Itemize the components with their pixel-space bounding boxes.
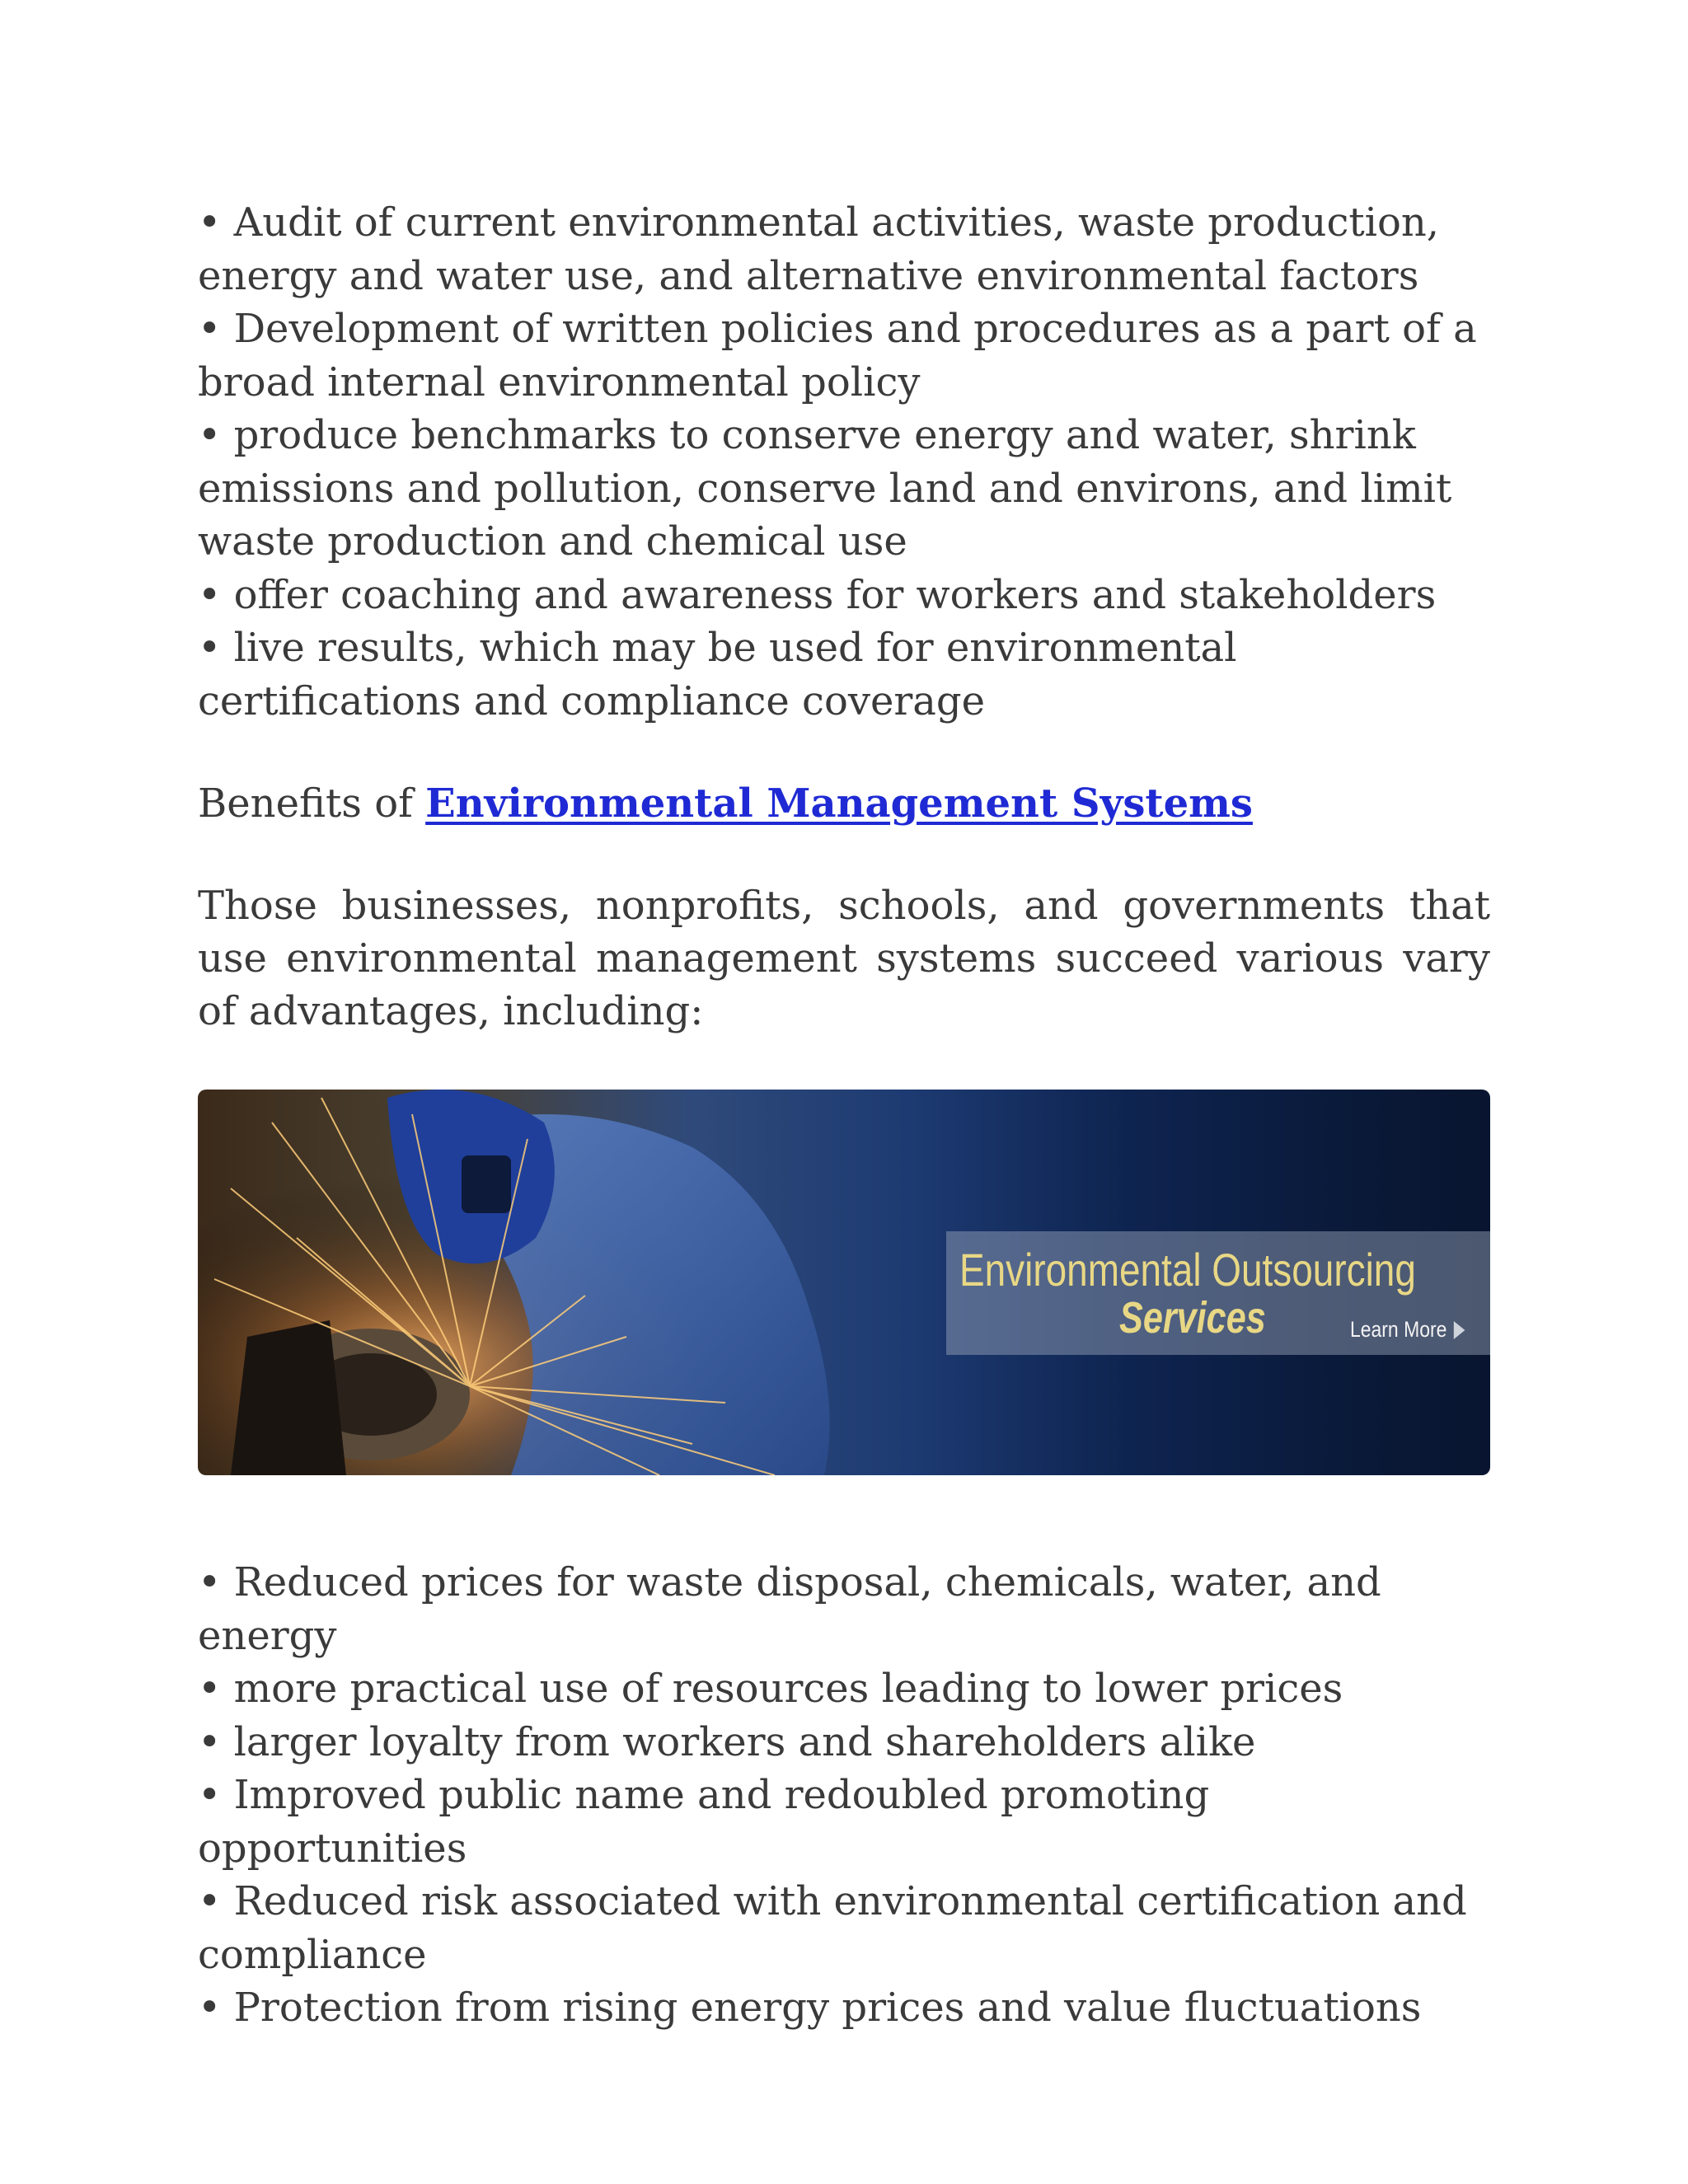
learn-more-button[interactable] bbox=[1350, 1317, 1465, 1343]
list-item: • Improved public name and redoubled promoting opportunities bbox=[198, 1772, 1210, 1872]
intro-list bbox=[198, 196, 1490, 728]
list-item: • Reduced risk associated with environmental certification and compliance bbox=[198, 1878, 1467, 1978]
banner-subtitle: Services bbox=[1119, 1293, 1266, 1343]
benefits-prefix: Benefits of bbox=[198, 780, 426, 827]
list-item: • Reduced prices for waste disposal, chemicals, water, and energy bbox=[198, 1559, 1381, 1659]
list-item: • offer coaching and awareness for workers and stakeholders bbox=[198, 571, 1437, 618]
ems-link[interactable]: Environmental Management Systems bbox=[425, 780, 1253, 827]
list-item: • live results, which may be used for environmental certifications and compliance coverage bbox=[198, 625, 1237, 724]
learn-more-label: Learn More bbox=[1350, 1317, 1447, 1342]
list-item: • Audit of current environmental activities, waste production, energy and water use, and alternative environmental factors bbox=[198, 199, 1440, 299]
list-item: • more practical use of resources leading to lower prices bbox=[198, 1666, 1343, 1712]
environmental-outsourcing-banner[interactable] bbox=[198, 1090, 1490, 1475]
banner-title: Environmental Outsourcing bbox=[959, 1244, 1416, 1296]
list-item: • Development of written policies and procedures as a part of a broad internal environmental policy bbox=[198, 306, 1477, 405]
document-body bbox=[198, 196, 1490, 1038]
play-arrow-icon bbox=[1454, 1321, 1465, 1339]
benefit-list bbox=[198, 1556, 1490, 2035]
list-item: • larger loyalty from workers and shareholders alike bbox=[198, 1718, 1256, 1765]
list-item: • Protection from rising energy prices and value fluctuations bbox=[198, 1985, 1422, 2031]
benefits-heading bbox=[198, 777, 1490, 830]
banner-cta-panel bbox=[946, 1231, 1490, 1355]
list-item: • produce benchmarks to conserve energy and water, shrink emissions and pollution, conserve land and environs, and limit waste production and chemical use bbox=[198, 412, 1452, 565]
intro-paragraph: Those businesses, nonprofits, schools, and governments that use environmental management systems succeed various vary of advantages, including: bbox=[198, 883, 1490, 1034]
